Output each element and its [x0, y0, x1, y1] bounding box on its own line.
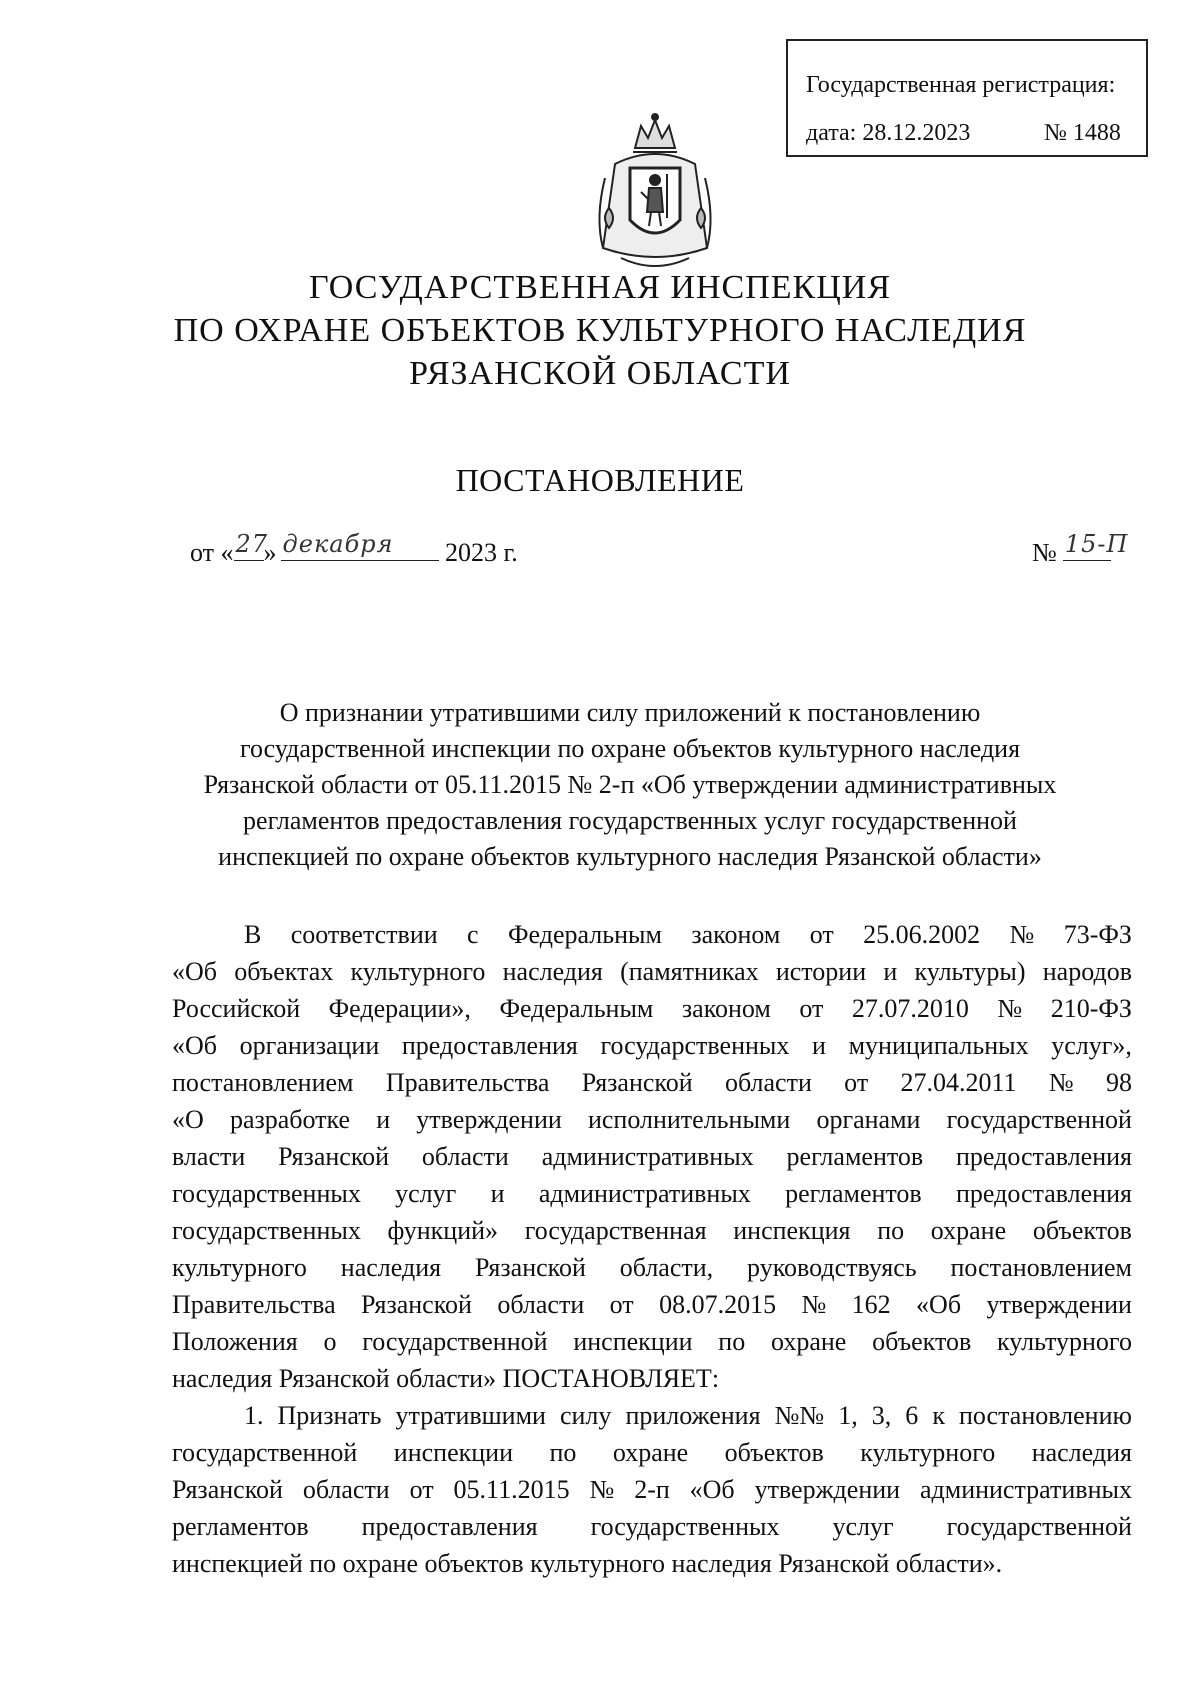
date-year: 2023 г.: [445, 538, 518, 567]
registration-box: [786, 39, 1148, 157]
body-line: государственных услуг и административных регламентов предоставления: [172, 1179, 1132, 1208]
body-line: Положения о государственной инспекции по охране объектов культурного: [172, 1327, 1132, 1356]
body-line: регламентов предоставления государственных услуг государственной: [172, 1512, 1132, 1541]
document-type: ПОСТАНОВЛЕНИЕ: [455, 462, 745, 498]
title-line: Рязанской области от 05.11.2015 № 2-п «Об утверждении административных: [203, 770, 1057, 799]
body-line: наследия Рязанской области» ПОСТАНОВЛЯЕТ:: [172, 1364, 720, 1393]
body-line: «О разработке и утверждении исполнительными органами государственной: [172, 1105, 1132, 1134]
registration-number: № 1488: [1044, 120, 1121, 146]
date-day-handwritten: 27: [235, 530, 269, 558]
number-handwritten: 15-П: [1064, 530, 1129, 558]
registration-date: дата: 28.12.2023: [806, 120, 971, 146]
body-line: государственных функций» государственная инспекция по охране объектов: [172, 1216, 1132, 1245]
date-day-field: [234, 530, 269, 561]
document-number: [1032, 530, 1129, 568]
number-field: [1063, 530, 1129, 561]
body-line: «Об организации предоставления государственных и муниципальных услуг»,: [172, 1031, 1132, 1060]
body-line: Правительства Рязанской области от 08.07.2015 № 162 «Об утверждении: [172, 1290, 1132, 1319]
body-line: Рязанской области от 05.11.2015 № 2-п «Об утверждении административных: [172, 1475, 1132, 1504]
title-line: государственной инспекции по охране объектов культурного наследия: [239, 734, 1021, 763]
body-line: 1. Признать утратившими силу приложения №№ 1, 3, 6 к постановлению: [244, 1401, 1132, 1430]
date-mid: »: [263, 538, 277, 567]
preamble: [172, 916, 1132, 1397]
body-line: инспекцией по охране объектов культурного наследия Рязанской области».: [172, 1549, 1003, 1578]
coat-of-arms-icon: [575, 108, 735, 268]
organization-line: ГОСУДАРСТВЕННАЯ ИНСПЕКЦИЯ: [308, 269, 891, 306]
title-line: инспекцией по охране объектов культурного наследия Рязанской области»: [218, 842, 1042, 871]
body-line: культурного наследия Рязанской области, руководствуясь постановлением: [172, 1253, 1132, 1282]
body-line: власти Рязанской области административных регламентов предоставления: [172, 1142, 1132, 1171]
number-prefix: №: [1032, 538, 1057, 567]
title-line: регламентов предоставления государственных услуг государственной: [243, 806, 1017, 835]
title-line: О признании утратившими силу приложений к постановлению: [279, 698, 981, 727]
date-month-handwritten: декабря: [282, 530, 394, 558]
registration-heading: Государственная регистрация:: [806, 72, 1116, 98]
document-title: [150, 695, 1110, 875]
date-month-field: [281, 530, 439, 561]
body-line: государственной инспекции по охране объектов культурного наследия: [172, 1438, 1132, 1467]
organization-name: [0, 266, 1200, 395]
registration-row: [806, 109, 1146, 157]
date-prefix: от «: [190, 538, 234, 567]
organization-line: РЯЗАНСКОЙ ОБЛАСТИ: [409, 355, 791, 392]
clause-1: [172, 1397, 1132, 1582]
document-body: [172, 916, 1132, 1582]
body-line: «Об объектах культурного наследия (памятниках истории и культуры) народов: [172, 957, 1132, 986]
body-line: постановлением Правительства Рязанской области от 27.04.2011 № 98: [172, 1068, 1132, 1097]
body-line: В соответствии с Федеральным законом от 25.06.2002 № 73-ФЗ: [244, 920, 1132, 949]
organization-line: ПО ОХРАНЕ ОБЪЕКТОВ КУЛЬТУРНОГО НАСЛЕДИЯ: [173, 312, 1027, 349]
body-line: Российской Федерации», Федеральным законом от 27.07.2010 № 210-ФЗ: [172, 994, 1132, 1023]
document-date: [190, 530, 518, 568]
